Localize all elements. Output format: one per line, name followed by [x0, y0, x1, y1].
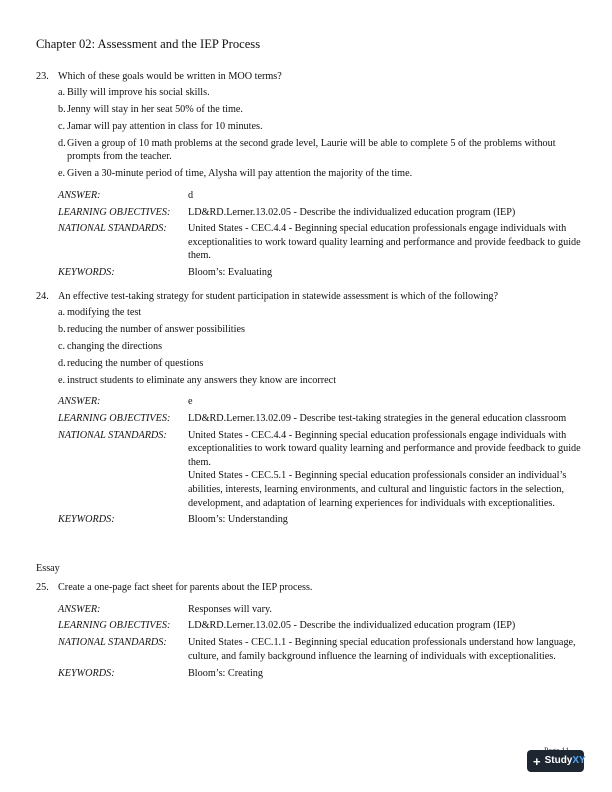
answer-choices: [58, 306, 582, 388]
answer-choices: [58, 86, 582, 181]
answer-choice: [58, 103, 582, 117]
keywords-row: [58, 266, 582, 280]
learning-objectives-label: LEARNING OBJECTIVES:: [58, 412, 171, 424]
choice-text: changing the directions: [67, 340, 163, 352]
answer-choice: [58, 167, 582, 181]
learning-objectives-value: LD&RD.Lerner.13.02.09 - Describe test-taking strategies in the general education classroom: [188, 412, 567, 424]
keywords-value: Bloom’s: Evaluating: [188, 267, 273, 279]
question-number: 25.: [36, 582, 49, 593]
section-label-essay: Essay: [36, 563, 60, 574]
keywords-value: Bloom’s: Creating: [188, 667, 263, 679]
keywords-label: KEYWORDS:: [58, 667, 115, 679]
brand-accent: XY: [572, 755, 586, 767]
choice-letter: c.: [58, 340, 66, 352]
answer-value: d: [188, 189, 194, 201]
question-text: An effective test-taking strategy for student participation in statewide assessment is which of the following?: [58, 291, 499, 302]
choice-text: Given a 30-minute period of time, Alysha will pay attention the majority of the time.: [67, 168, 413, 180]
answer-label: ANSWER:: [58, 396, 101, 408]
answer-label: ANSWER:: [58, 189, 101, 201]
choice-letter: d.: [58, 137, 66, 149]
learning-objectives-value: LD&RD.Lerner.13.02.05 - Describe the individualized education program (IEP): [188, 620, 516, 632]
plus-icon: +: [533, 753, 541, 769]
answer-choice: [58, 374, 582, 388]
answer-choice: [58, 306, 582, 320]
choice-letter: a.: [58, 86, 66, 98]
choice-text: reducing the number of answer possibilities: [67, 323, 245, 335]
learning-objectives-label: LEARNING OBJECTIVES:: [58, 620, 171, 632]
national-standards-row: [58, 222, 582, 263]
question-24: [36, 290, 582, 530]
question-text: Create a one-page fact sheet for parents about the IEP process.: [58, 582, 313, 593]
question-metadata: [58, 189, 582, 280]
chapter-title: Chapter 02: Assessment and the IEP Process: [36, 37, 261, 51]
learning-objectives-row: [58, 206, 582, 220]
question-stem: [36, 581, 582, 595]
question-metadata: [58, 603, 582, 681]
national-standards-value: [188, 429, 582, 511]
answer-choice: [58, 340, 582, 354]
answer-choice: [58, 120, 582, 134]
answer-row: [58, 189, 582, 203]
question-23: [36, 70, 582, 283]
answer-choice: [58, 323, 582, 337]
choice-text: Jenny will stay in her seat 50% of the time.: [67, 103, 243, 115]
choice-letter: c.: [58, 120, 66, 132]
learning-objectives-row: [58, 619, 582, 633]
keywords-label: KEYWORDS:: [58, 267, 115, 279]
choice-text: Jamar will pay attention in class for 10 minutes.: [67, 120, 263, 132]
brand-name: Study: [544, 755, 573, 767]
national-standards-label: NATIONAL STANDARDS:: [58, 429, 167, 441]
keywords-row: [58, 667, 582, 681]
question-stem: [36, 70, 582, 84]
choice-text: Given a group of 10 math problems at the second grade level, Laurie will be able to complete 5 of the problems without prompts from the teacher.: [67, 137, 556, 163]
answer-row: [58, 603, 582, 617]
standard-paragraph: United States - CEC.5.1 - Beginning special education professionals consider an individual’s abilities, interests, learning environments, and cultural and linguistic factors in the selection, development, and adaptation of learning experiences for individuals with exceptionalities.: [188, 470, 567, 509]
choice-letter: e.: [58, 374, 66, 386]
national-standards-value: [188, 636, 582, 663]
national-standards-value: [188, 222, 582, 263]
choice-letter: b.: [58, 103, 66, 115]
choice-letter: b.: [58, 323, 66, 335]
choice-text: modifying the test: [67, 306, 142, 318]
question-metadata: [58, 395, 582, 527]
answer-value: Responses will vary.: [188, 603, 272, 615]
standard-paragraph: United States - CEC.4.4 - Beginning special education professionals engage individuals with exceptionalities to work toward quality learning and performance and provide feedback to guide them.: [188, 223, 581, 262]
question-25: [36, 581, 582, 683]
national-standards-label: NATIONAL STANDARDS:: [58, 637, 167, 649]
learning-objectives-value: LD&RD.Lerner.13.02.05 - Describe the individualized education program (IEP): [188, 206, 516, 218]
answer-choice: [58, 357, 582, 371]
question-text: Which of these goals would be written in MOO terms?: [58, 71, 282, 82]
question-stem: [36, 290, 582, 304]
answer-label: ANSWER:: [58, 603, 101, 615]
answer-row: [58, 395, 582, 409]
keywords-value: Bloom’s: Understanding: [188, 514, 288, 526]
national-standards-row: [58, 429, 582, 511]
learning-objectives-row: [58, 412, 582, 426]
learning-objectives-label: LEARNING OBJECTIVES:: [58, 206, 171, 218]
standard-paragraph: United States - CEC.1.1 - Beginning special education professionals understand how language, culture, and family background influence the learning of individuals with exceptionalities.: [188, 637, 576, 662]
standard-paragraph: United States - CEC.4.4 - Beginning special education professionals engage individuals with exceptionalities to work toward quality learning and performance and provide feedback to guide them.: [188, 429, 581, 468]
choice-letter: a.: [58, 306, 66, 318]
choice-text: reducing the number of questions: [67, 357, 204, 369]
keywords-label: KEYWORDS:: [58, 514, 115, 526]
answer-choice: [58, 137, 582, 164]
choice-text: Billy will improve his social skills.: [67, 86, 210, 98]
choice-letter: e.: [58, 168, 66, 180]
studyxy-badge[interactable]: [527, 750, 584, 772]
keywords-row: [58, 513, 582, 527]
answer-value: e: [188, 396, 193, 408]
choice-text: instruct students to eliminate any answers they know are incorrect: [67, 374, 337, 386]
question-number: 24.: [36, 291, 49, 302]
answer-choice: [58, 86, 582, 100]
national-standards-row: [58, 636, 582, 663]
national-standards-label: NATIONAL STANDARDS:: [58, 223, 167, 235]
choice-letter: d.: [58, 357, 66, 369]
question-number: 23.: [36, 71, 49, 82]
